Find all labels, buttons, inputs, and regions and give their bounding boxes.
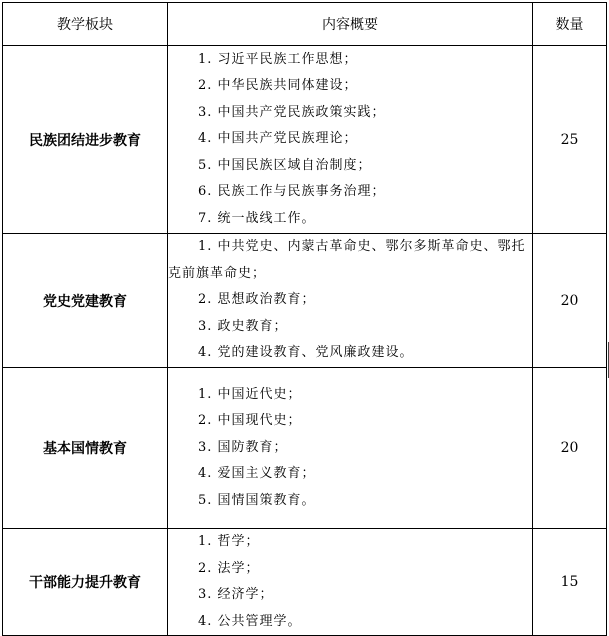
content-item: 3. 政史教育； <box>198 318 288 334</box>
content-item: 3. 经济学； <box>198 587 274 602</box>
content-summary <box>168 46 533 234</box>
content-summary <box>168 368 533 529</box>
content-summary <box>168 529 533 636</box>
header-content: 内容概要 <box>168 3 533 46</box>
table-row <box>3 234 607 368</box>
content-item: 2. 思想政治教育； <box>198 292 316 308</box>
table-row <box>3 529 607 636</box>
module-name: 干部能力提升教育 <box>3 529 168 636</box>
table-row <box>3 368 607 529</box>
content-item: 1. 习近平民族工作思想； <box>198 51 358 67</box>
content-summary <box>168 234 533 368</box>
count-value: 15 <box>533 529 607 636</box>
content-item: 6. 民族工作与民族事务治理； <box>198 184 386 200</box>
module-name: 党史党建教育 <box>3 234 168 368</box>
content-item: 2. 中华民族共同体建设； <box>198 78 358 94</box>
count-value: 20 <box>533 368 607 529</box>
content-item: 5. 中国民族区域自治制度； <box>198 157 372 173</box>
content-item: 1. 哲学； <box>198 534 260 549</box>
content-item: 1. 中国近代史； <box>198 386 302 402</box>
content-item: 5. 国情国策教育。 <box>198 492 316 508</box>
content-item: 4. 爱国主义教育； <box>198 466 316 482</box>
count-value: 20 <box>533 234 607 368</box>
module-name: 民族团结进步教育 <box>3 46 168 234</box>
content-item: 1. 中共党史、内蒙古革命史、鄂尔多斯革命史、鄂托克前旗革命史； <box>168 239 526 281</box>
content-item: 4. 公共管理学。 <box>198 613 302 629</box>
content-item: 7. 统一战线工作。 <box>198 210 316 226</box>
header-count: 数量 <box>533 3 607 46</box>
content-item: 3. 国防教育； <box>198 439 288 455</box>
curriculum-table <box>2 2 607 636</box>
header-module: 教学板块 <box>3 3 168 46</box>
content-item: 3. 中国共产党民族政策实践； <box>198 104 386 120</box>
content-item: 4. 中国共产党民族理论； <box>198 131 358 147</box>
header-row <box>3 3 607 46</box>
module-name: 基本国情教育 <box>3 368 168 529</box>
count-value: 25 <box>533 46 607 234</box>
content-item: 2. 中国现代史； <box>198 413 302 429</box>
content-item: 2. 法学； <box>198 560 260 576</box>
content-item: 4. 党的建设教育、党风廉政建设。 <box>198 345 414 361</box>
table-row <box>3 46 607 234</box>
